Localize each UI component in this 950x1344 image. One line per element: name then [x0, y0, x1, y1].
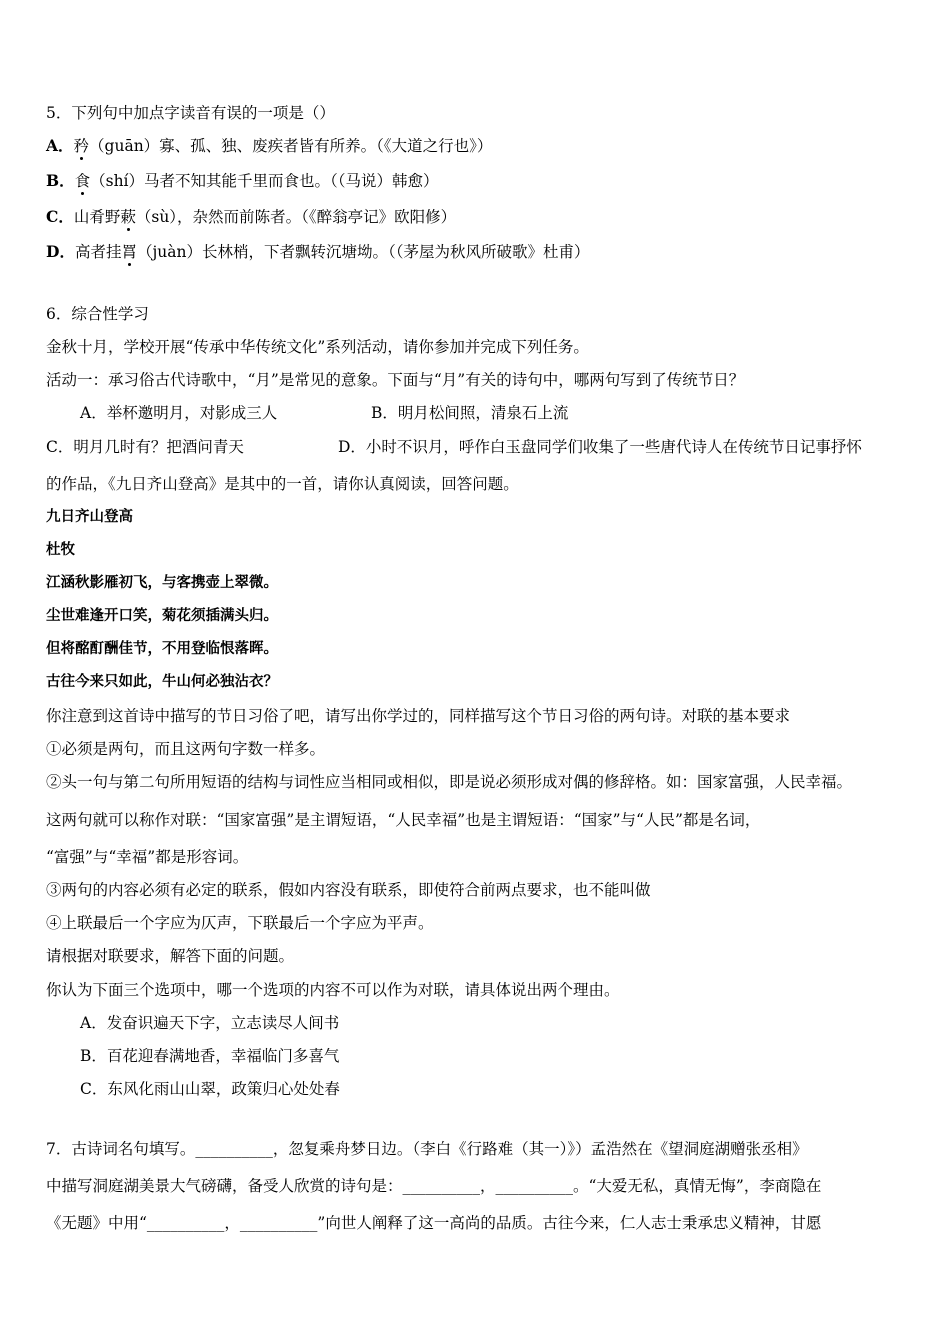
- q6-instruction: 请根据对联要求，解答下面的问题。: [46, 947, 295, 965]
- q6-requirement-1: ①必须是两句，而且这两句字数一样多。: [46, 740, 326, 758]
- option-text: （shí）马者不知其能千里而食也。（（马说）韩愈）: [90, 172, 439, 190]
- q6-requirement-4: ④上联最后一个字应为仄声，下联最后一个字应为平声。: [46, 914, 434, 932]
- q6-after-d: 的作品，《九日齐山登高》是其中的一首，请你认真阅读，回答问题。: [46, 475, 519, 493]
- q6-title: 6．综合性学习: [46, 305, 149, 323]
- q5-option-b: [46, 171, 439, 191]
- q5-option-c: [46, 207, 456, 227]
- q6-option-b: B．明月松间照，清泉石上流: [371, 404, 569, 422]
- poem-author: 杜牧: [46, 541, 75, 558]
- option-label: B．: [46, 171, 75, 190]
- option-text: （sù），杂然而前陈者。（《醉翁亭记》欧阳修）: [135, 208, 457, 226]
- q6-requirement-3: ③两句的内容必须有必定的联系，假如内容没有联系，即使符合前两点要求，也不能叫做: [46, 881, 651, 899]
- q7-line-1: 7．古诗词名句填写。__________，忽复乘舟梦日边。（李白《行路难（其一）》）孟浩然在《望洞庭湖赠张丞相》: [46, 1140, 808, 1158]
- q5-stem: 5．下列句中加点字读音有误的一项是（）: [46, 104, 335, 122]
- q6-option-d: D．小时不识月，呼作白玉盘同学们收集了一些唐代诗人在传统节日记事抒怀: [338, 438, 862, 456]
- option-pre: 山肴野: [73, 208, 121, 226]
- q5-option-a: [46, 136, 492, 156]
- q6-question: 你认为下面三个选项中，哪一个选项的内容不可以作为对联，请具体说出两个理由。: [46, 981, 620, 999]
- poem-line: 尘世难逢开口笑，菊花须插满头归。: [46, 607, 278, 624]
- poem-line: 但将酩酊酬佳节，不用登临恨落晖。: [46, 640, 278, 657]
- option-label: D．: [46, 242, 75, 261]
- q6-option-a: A．举杯邀明月，对影成三人: [80, 404, 278, 422]
- dotted-char: 罥: [121, 243, 137, 261]
- q6-choice-b: B．百花迎春满地香，幸福临门多喜气: [80, 1047, 340, 1065]
- option-text: （guān）寡、孤、独、废疾者皆有所养。（《大道之行也》）: [89, 137, 493, 155]
- poem-line: 江涵秋影雁初飞，与客携壶上翠微。: [46, 574, 278, 591]
- option-label: C．: [46, 207, 74, 226]
- option-text: （juàn）长林梢，下者飘转沉塘坳。（（茅屋为秋风所破歌》杜甫）: [136, 243, 590, 261]
- q6-choice-a: A．发奋识遍天下字，立志读尽人间书: [80, 1014, 340, 1032]
- q6-requirement-2: ②头一句与第二句所用短语的结构与词性应当相同或相似，即是说必须形成对偶的修辞格。如：国家富强，人民幸福。: [46, 773, 853, 791]
- q6-choice-c: C．东风化雨山山翠，政策归心处处春: [80, 1080, 340, 1098]
- dotted-char: 蔌: [120, 208, 136, 226]
- q6-requirement-2b: 这两句就可以称作对联：“国家富强”是主谓短语，“人民幸福”也是主谓短语：“国家”与“人民”都是名词，: [46, 811, 761, 829]
- q6-task: 你注意到这首诗中描写的节日习俗了吧，请写出你学过的，同样描写这个节日习俗的两句诗。对联的基本要求: [46, 707, 791, 725]
- option-label: A．: [46, 136, 74, 155]
- dotted-char: 食: [74, 172, 91, 190]
- q6-activity: 活动一：承习俗古代诗歌中，“月”是常见的意象。下面与“月”有关的诗句中，哪两句写到了传统节日？: [46, 371, 745, 389]
- poem-title: 九日齐山登高: [46, 508, 133, 525]
- option-pre: 高者挂: [74, 243, 122, 261]
- q6-option-c: C．明月几时有？把酒问青天: [46, 438, 244, 456]
- q7-line-2: 中描写洞庭湖美景大气磅礴，备受人欣赏的诗句是：__________，__________。“大爱无私，真情无悔”，李商隐在: [46, 1177, 822, 1195]
- poem-line: 古往今来只如此，牛山何必独沾衣？: [46, 673, 278, 690]
- q6-intro: 金秋十月，学校开展“传承中华传统文化”系列活动，请你参加并完成下列任务。: [46, 338, 589, 356]
- q7-line-3: 《无题》中用“__________，__________”向世人阐释了这一高尚的品质。古往今来，仁人志士秉承忠义精神，甘愿: [46, 1214, 822, 1232]
- dotted-char: 矜: [73, 137, 90, 155]
- q6-requirement-2c: “富强”与“幸福”都是形容词。: [46, 848, 249, 866]
- q5-option-d: [46, 242, 590, 262]
